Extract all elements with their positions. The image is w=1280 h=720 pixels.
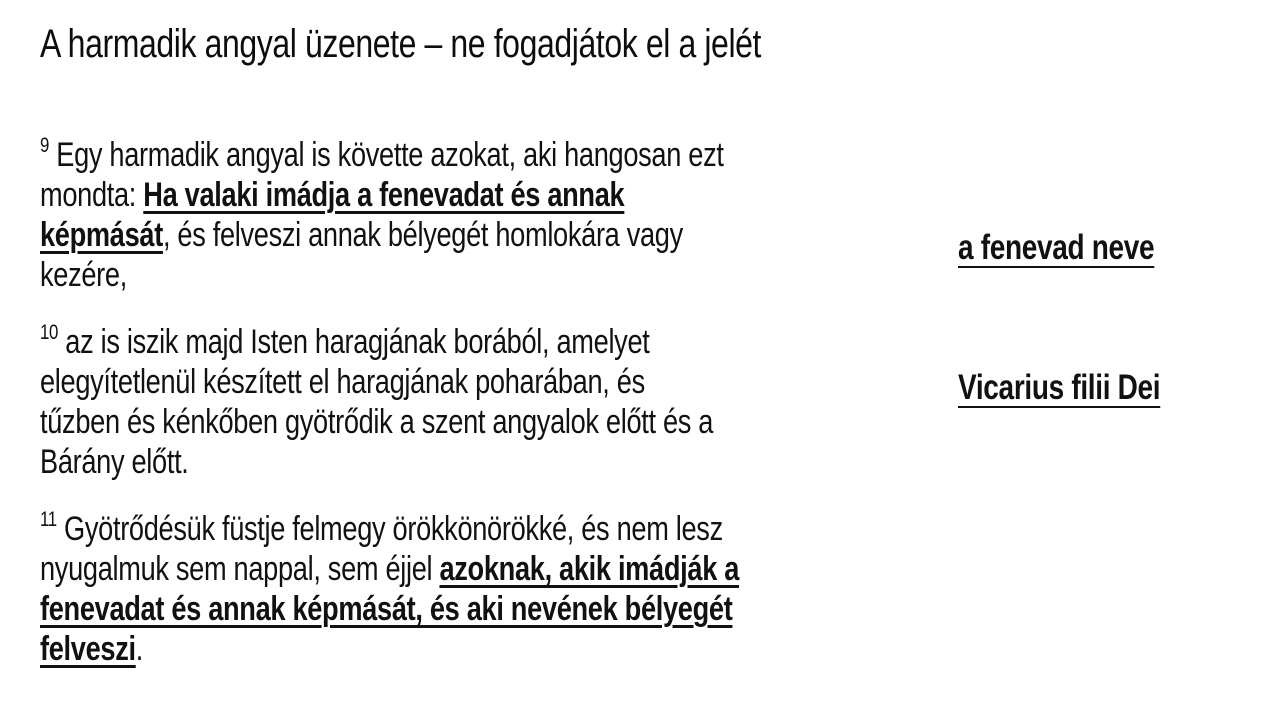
verse-text: tűzben és kénkőben gyötrődik a szent angyalok előtt és a [40,403,714,441]
text-line [40,629,1000,669]
side-note-value: Vicarius filii Dei [958,368,1161,407]
verse-text: Egy harmadik angyal is követte azokat, aki hangosan ezt [49,136,724,174]
verse-text: kezére, [40,256,127,294]
side-note [958,148,1160,508]
text-line [40,362,1000,402]
emphasized-text: felveszi [40,630,136,668]
verse-text: Gyötrődésük füstje felmegy örökkönörökké, és nem lesz [56,510,723,548]
verse-text: mondta: [40,176,144,214]
text-line [40,255,1000,295]
verse-text: Bárány előtt. [40,443,189,481]
verse-number: 11 [40,508,57,531]
body-text [40,126,1000,669]
text-line [40,215,1000,255]
text-line [40,442,1000,482]
verse-text: nyugalmuk sem nappal, sem éjjel [40,550,440,588]
verse-text: elegyítetlenül készített el haragjának poharában, és [40,363,645,401]
text-line [40,126,1000,175]
text-line [40,402,1000,442]
verse-paragraph [40,500,1000,669]
text-line [40,589,1000,629]
side-note-label: a fenevad neve [958,228,1155,267]
text-line [40,500,1000,549]
text-line [40,175,1000,215]
emphasized-text: fenevadat és annak képmását, és aki nevének bélyegét [40,590,733,628]
verse-paragraph [40,126,1000,295]
emphasized-text: képmását [40,216,163,254]
emphasized-text: Ha valaki imádja a fenevadat és annak [143,176,625,214]
verse-text: , és felveszi annak bélyegét homlokára vagy [162,216,683,254]
text-line [40,313,1000,362]
emphasized-text: azoknak, akik imádják a [439,550,740,588]
verse-text: . [135,630,143,668]
verse-text: az is iszik majd Isten haragjának borából, amelyet [58,323,650,361]
text-line [40,549,1000,589]
slide-title: A harmadik angyal üzenete – ne fogadjátok el a jelét [40,22,762,66]
verse-number: 10 [40,321,59,344]
verse-paragraph [40,313,1000,482]
verse-number: 9 [40,134,50,157]
